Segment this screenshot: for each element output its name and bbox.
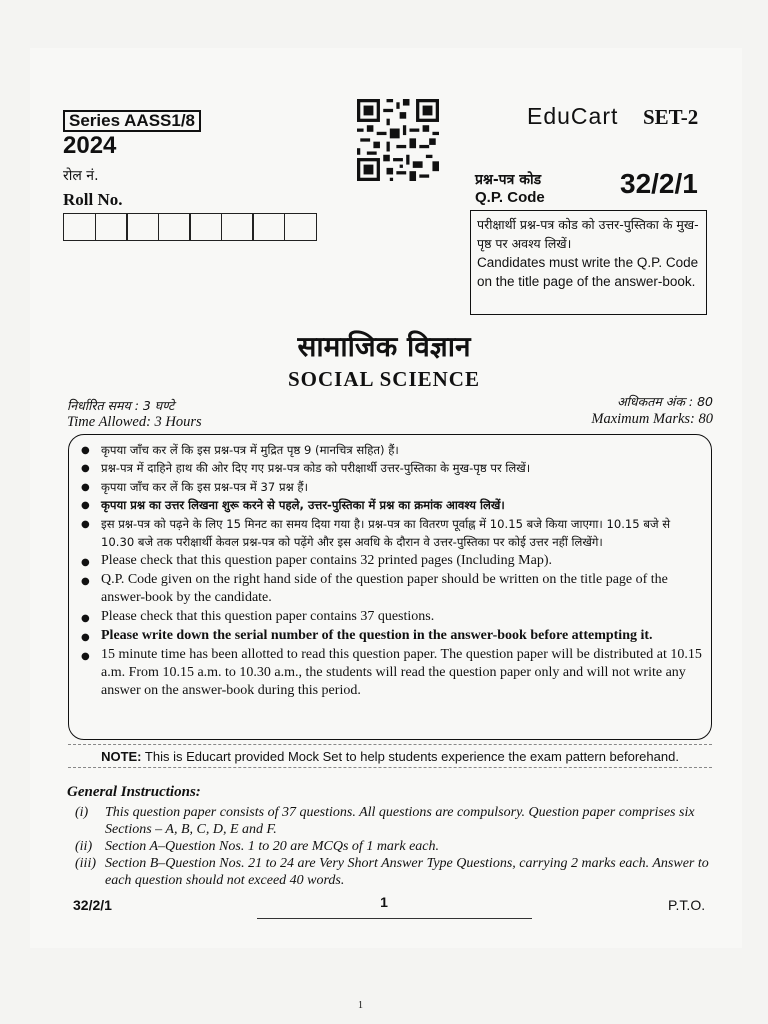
note-label: NOTE:: [101, 749, 142, 764]
qp-code-label-hindi: प्रश्न-पत्र कोड: [475, 172, 542, 188]
roll-digit-box: [158, 213, 191, 241]
qp-code-note-box: [470, 210, 707, 315]
footer-qp-code: 32/2/1: [73, 897, 112, 913]
bottom-page-mark: 1: [358, 1000, 363, 1011]
roll-digit-box: [95, 213, 128, 241]
roll-digit-box: [221, 213, 254, 241]
roll-label-hindi: रोल नं.: [63, 168, 99, 184]
subject-title-hindi: सामाजिक विज्ञान: [297, 330, 471, 363]
general-instruction-item: [67, 838, 717, 855]
instruction-english: ● Please write down the serial number of the question in the answer-book before attempting it.: [81, 627, 703, 645]
item-number: (iii): [75, 856, 96, 871]
roll-digit-box: [63, 213, 96, 241]
subject-title: SOCIAL SCIENCE: [288, 367, 480, 391]
instruction-english: ● Please check that this question paper contains 37 questions.: [81, 608, 703, 626]
set-label: SET-2: [643, 105, 699, 129]
item-number: (i): [75, 805, 89, 820]
general-instruction-item: [67, 804, 717, 838]
footer-divider: [257, 918, 532, 919]
qp-note-english: Candidates must write the Q.P. Code on the title page of the answer-book.: [477, 255, 699, 289]
instruction-hindi: ● कृपया प्रश्न का उत्तर लिखना शुरू करने से पहले, उत्तर-पुस्तिका में प्रश्न का क्रमांक आवश्य लिखें।: [81, 496, 703, 514]
qp-note-hindi: परीक्षार्थी प्रश्न-पत्र कोड को उत्तर-पुस्तिका के मुख-पृष्ठ पर अवश्य लिखें।: [477, 217, 699, 251]
qp-code-value: 32/2/1: [620, 168, 698, 199]
max-marks: Maximum Marks: 80: [591, 411, 713, 427]
year-label: 2024: [63, 132, 117, 159]
brand-logo: EduCart: [527, 103, 619, 129]
instruction-hindi: ● प्रश्न-पत्र में दाहिने हाथ की ओर दिए गए प्रश्न-पत्र कोड को परीक्षार्थी उत्तर-पुस्तिका के मुख-पृष्ठ पर लिखें।: [81, 459, 703, 477]
instruction-hindi: ● कृपया जाँच कर लें कि इस प्रश्न-पत्र में मुद्रित पृष्ठ 9 (मानचित्र सहित) हैं।: [81, 441, 703, 459]
qr-code-icon: [357, 99, 439, 181]
instruction-english: ● 15 minute time has been allotted to read this question paper. The question paper will be distributed at 10.15 a.m. From 10.15 a.m. to 10.30 a.m., the students will read the question paper only and will not write any answer on the answer-book during this period.: [81, 646, 703, 700]
instruction-english: ● Please check that this question paper contains 32 printed pages (Including Map).: [81, 552, 703, 570]
item-number: (ii): [75, 839, 93, 854]
pto-label: P.T.O.: [668, 897, 706, 913]
item-text: Section A–Question Nos. 1 to 20 are MCQs of 1 mark each.: [105, 839, 440, 854]
time-allowed-hindi: निर्धारित समय : 3 घण्टे: [67, 398, 175, 413]
item-text: This question paper consists of 37 questions. All questions are compulsory. Question paper comprises six Sections – A, B, C, D, E and F.: [105, 805, 695, 837]
roll-label: Roll No.: [63, 190, 123, 209]
page-number: 1: [380, 894, 388, 910]
item-text: Section B–Question Nos. 21 to 24 are Very Short Answer Type Questions, carrying 2 marks each. Answer to each question should not exceed 40 words.: [105, 856, 709, 888]
time-allowed: Time Allowed: 3 Hours: [67, 414, 202, 430]
qp-code-label: Q.P. Code: [475, 189, 545, 206]
instruction-hindi: ● कृपया जाँच कर लें कि इस प्रश्न-पत्र में 37 प्रश्न हैं।: [81, 478, 703, 496]
mock-set-note: [68, 744, 712, 768]
general-instructions-heading: General Instructions:: [67, 784, 201, 800]
instruction-english: ● Q.P. Code given on the right hand side of the question paper should be written on the title page of the answer-book by the candidate.: [81, 571, 703, 607]
roll-number-boxes: [63, 213, 315, 241]
max-marks-hindi: अधिकतम अंक : 80: [617, 394, 713, 409]
note-text: This is Educart provided Mock Set to help students experience the exam pattern beforehand.: [144, 749, 679, 764]
general-instruction-item: [67, 855, 717, 889]
roll-digit-box: [189, 213, 222, 241]
instructions-box: [68, 434, 712, 740]
general-instructions-list: [67, 804, 717, 889]
roll-digit-box: [284, 213, 317, 241]
roll-digit-box: [126, 213, 159, 241]
roll-digit-box: [252, 213, 285, 241]
series-label: Series AASS1/8: [63, 110, 201, 132]
instruction-hindi: ● इस प्रश्न-पत्र को पढ़ने के लिए 15 मिनट का समय दिया गया है। प्रश्न-पत्र का वितरण पूर्वाह्न में 10.15 बजे किया जाएगा। 10.15 बजे से 10.30 बजे तक परीक्षार्थी केवल प्रश्न-पत्र को पढ़ेंगे और इस अवधि के दौरान वे उत्तर-पुस्तिका पर कोई उत्तर नहीं लिखेंगे।: [81, 515, 703, 552]
